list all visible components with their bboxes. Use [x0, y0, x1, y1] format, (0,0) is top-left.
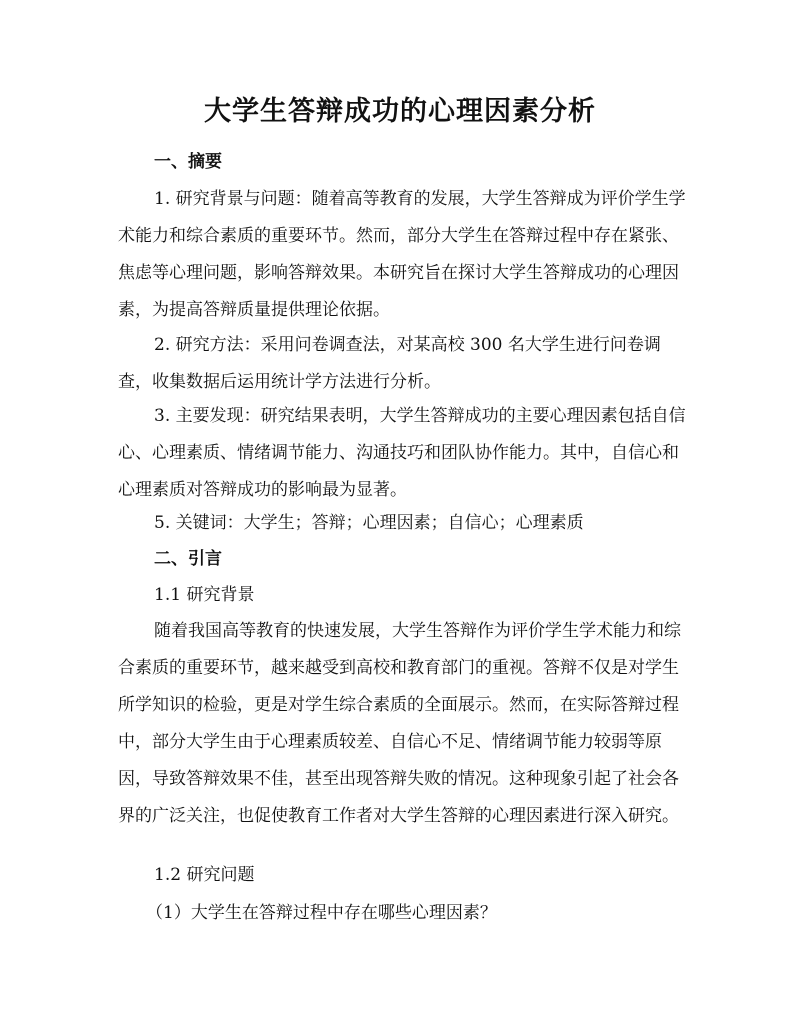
abstract-keywords: 5. 关键词：大学生；答辩；心理因素；自信心；心理素质	[154, 513, 584, 533]
section-heading-introduction: 二、引言	[154, 549, 222, 569]
abstract-paragraph-3: 3. 主要发现：研究结果表明，大学生答辩成功的主要心理因素包括自信心、心理素质、情绪调节能力、沟通技巧和团队协作能力。其中，自信心和心理素质对答辩成功的影响最为显著。	[118, 406, 686, 500]
research-question-1: （1）大学生在答辩过程中存在哪些心理因素？	[146, 903, 497, 923]
background-paragraph: 随着我国高等教育的快速发展，大学生答辩作为评价学生学术能力和综合素质的重要环节，越来越受到高校和教育部门的重视。答辩不仅是对学生所学知识的检验，更是对学生综合素质的全面展示。然而，在实际答辩过程中，部分大学生由于心理素质较差、自信心不足、情绪调节能力较弱等原因，导致答辩效果不佳，甚至出现答辩失败的情况。这种现象引起了社会各界的广泛关注，也促使教育工作者对大学生答辩的心理因素进行深入研究。	[118, 621, 681, 826]
subsection-heading-questions: 1.2 研究问题	[154, 865, 255, 885]
abstract-paragraph-1: 1. 研究背景与问题：随着高等教育的发展，大学生答辩成为评价学生学术能力和综合素质的重要环节。然而，部分大学生在答辩过程中存在紧张、焦虑等心理问题，影响答辩效果。本研究旨在探讨大学生答辩成功的心理因素，为提高答辩质量提供理论依据。	[118, 189, 686, 320]
section-heading-abstract: 一、摘要	[154, 152, 222, 172]
document-title: 大学生答辩成功的心理因素分析	[204, 96, 596, 127]
abstract-paragraph-2: 2. 研究方法：采用问卷调查法，对某高校 300 名大学生进行问卷调查，收集数据后运用统计学方法进行分析。	[118, 335, 661, 392]
subsection-heading-background: 1.1 研究背景	[154, 585, 255, 605]
